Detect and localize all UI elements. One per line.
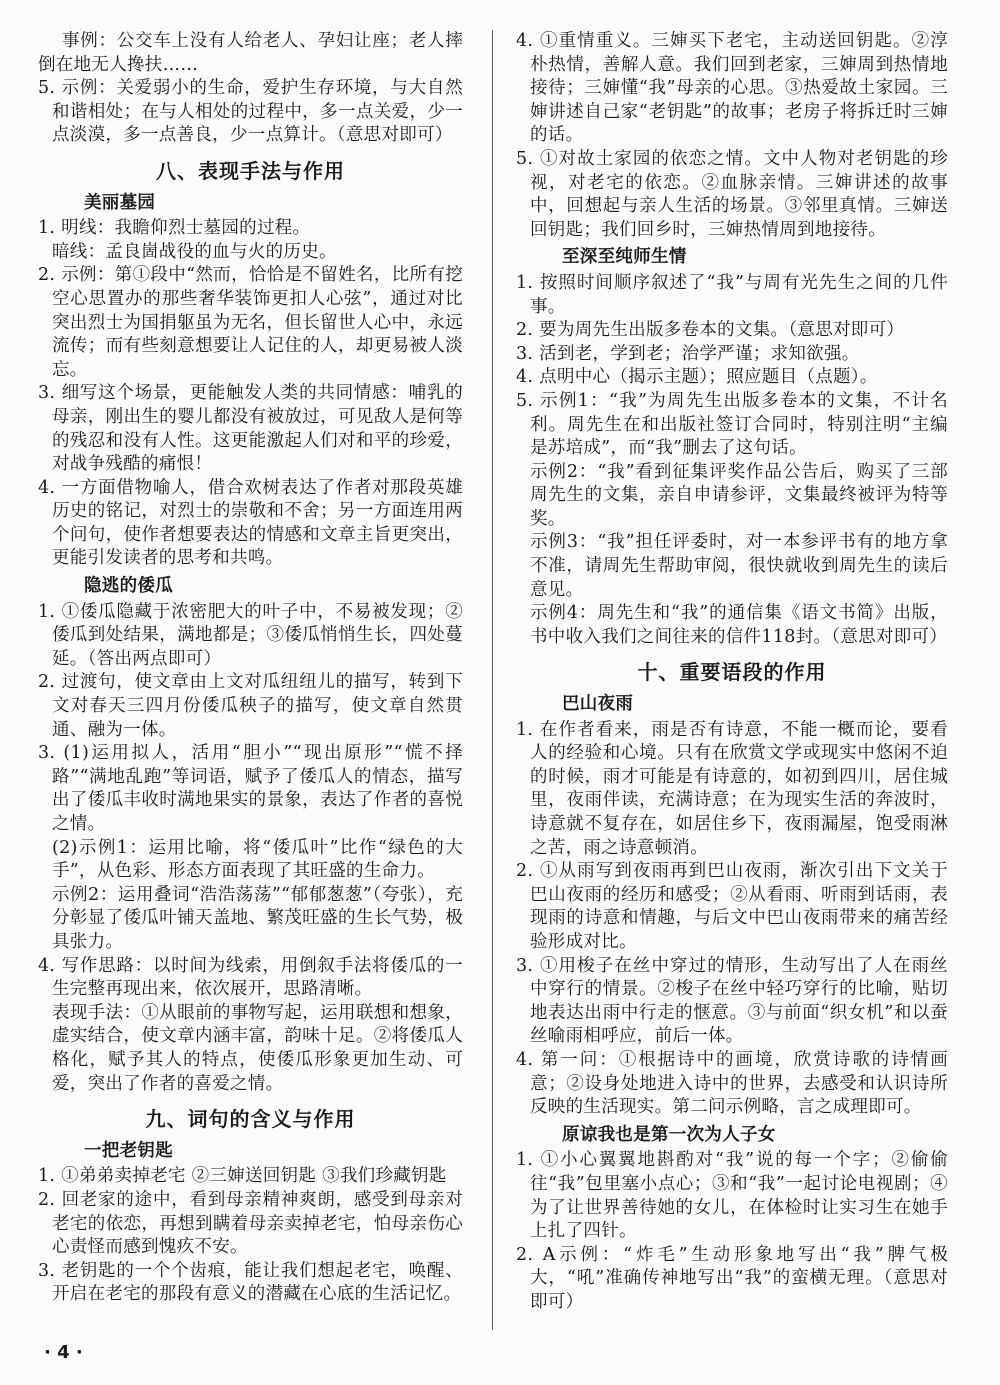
answer-item: 3. (1)运用拟人，活用“胆小”“现出原形”“慌不择路”“满地乱跑”等词语，赋予了倭瓜人的情态，描写出了倭瓜丰收时满地果实的景象，表达了作者的喜悦之情。 bbox=[38, 743, 463, 834]
intro-item-5: 5. 示例：关爱弱小的生命，爱护生存环境，与大自然和谐相处；在与人相处的过程中，多一点关爱，少一点淡漠，多一点善良，少一点算计。（意思对即可） bbox=[38, 78, 463, 146]
answer-item: 2. ①从雨写到夜雨再到巴山夜雨，渐次引出下文关于巴山夜雨的经历和感受；②从看雨、听雨到话雨，表现雨的诗意和情趣，与后文中巴山夜雨带来的痛苦经验形成对比。 bbox=[516, 861, 948, 952]
section-8-title: 八、表现手法与作用 bbox=[156, 158, 345, 183]
answer-item: 1. ①弟弟卖掉老宅 ②三婶送回钥匙 ③我们珍藏钥匙 bbox=[38, 1166, 447, 1187]
answer-item: 1. 按照时间顺序叙述了“我”与周有光先生之间的几件事。 bbox=[516, 272, 948, 317]
answer-item: 示例2：运用叠词“浩浩荡荡”“郁郁葱葱”（夸张），充分彰显了倭瓜叶铺天盖地、繁茂旺盛的生长气势，极具张力。 bbox=[52, 884, 463, 952]
answer-item: 4. 点明中心（揭示主题）；照应题目（点题）。 bbox=[516, 367, 878, 388]
answer-item: 2. 过渡句，使文章由上文对瓜纽纽儿的描写，转到下文对春天三四月份倭瓜秧子的描写，使文章自然贯通、融为一体。 bbox=[38, 672, 463, 740]
answer-item: 1. 在作者看来，雨是否有诗意，不能一概而论，要看人的经验和心境。只有在欣赏文学或现实中悠闲不迫的时候，雨才可能是有诗意的，如初到四川，居住城里，夜雨伴读，充满诗意；在为现实生活的奔波时，诗意就不复存在，如居住乡下，夜雨漏屋，饱受雨淋之苦，雨之诗意顿消。 bbox=[516, 719, 948, 858]
article-title-yuanliang-wo: 原谅我也是第一次为人子女 bbox=[562, 1124, 776, 1145]
answer-item: 1. ①小心翼翼地斟酌对“我”说的每一个字；②偷偷往“我”包里塞小点心；③和“我”一起讨论电视剧；④为了让世界善待她的女儿，在体检时让实习生在她手上扎了四针。 bbox=[516, 1150, 948, 1242]
intro-example: 事例：公交车上没有人给老人、孕妇让座；老人摔倒在地无人搀扶…… bbox=[38, 31, 463, 75]
right-column bbox=[516, 30, 948, 1314]
answer-item: 1. 明线：我瞻仰烈士墓园的过程。 bbox=[38, 218, 311, 239]
article-title-bashan-yeyu: 巴山夜雨 bbox=[562, 694, 634, 715]
answer-item: 3. 细写这个场景，更能触发人类的共同情感：哺乳的母亲，刚出生的婴儿都没有被放过，可见敌人是何等的残忍和没有人性。这更能激起人们对和平的珍爱，对战争残酷的痛恨！ bbox=[38, 383, 463, 475]
answer-item: 3. ①用梭子在丝中穿过的情形，生动写出了人在雨丝中穿行的情景。②梭子在丝中轻巧穿行的比喻，贴切地表达出雨中行走的惬意。③与前面“织女机”和以蚕丝喻雨相呼应，前后一体。 bbox=[516, 955, 948, 1047]
article-title-yiba-lao-yaoshi: 一把老钥匙 bbox=[84, 1140, 173, 1161]
answer-item: 2. 回老家的途中，看到母亲精神爽朗，感受到母亲对老宅的依恋，再想到瞒着母亲卖掉老宅，怕母亲伤心心责怪而感到愧疚不安。 bbox=[38, 1189, 463, 1258]
answer-item: 示例4：周先生和“我”的通信集《语文书简》出版，书中收入我们之间往来的信件118封。（意思对即可） bbox=[530, 603, 948, 647]
left-column bbox=[38, 30, 463, 1307]
answer-item: 4. 一方面借物喻人，借合欢树表达了作者对那段英雄历史的铭记，对烈士的崇敬和不舍；另一方面连用两个问句，使作者想要表达的情感和文章主旨更突出，更能引发读者的思考和共鸣。 bbox=[38, 477, 463, 569]
answer-item: 示例3：“我”担任评委时，对一本参评书有的地方拿不准，请周先生帮助审阅，很快就收到周先生的读后意见。 bbox=[530, 532, 948, 600]
answer-item: 1. ①倭瓜隐藏于浓密肥大的叶子中，不易被发现；②倭瓜到处结果，满地都是；③倭瓜悄悄生长，四处蔓延。（答出两点即可） bbox=[38, 601, 463, 669]
answer-item: 5. ①对故土家园的依恋之情。文中人物对老钥匙的珍视，对老宅的依恋。②血脉亲情。三婶讲述的故事中，回想起与亲人生活的场景。③邻里真情。三婶送回钥匙；我们回乡时，三婶热情周到地接待。 bbox=[516, 148, 948, 240]
section-10-title: 十、重要语段的作用 bbox=[637, 660, 827, 685]
answer-item: 表现手法：①从眼前的事物写起，运用联想和想象，虚实结合，使文章内涵丰富，韵味十足。②将倭瓜人格化，赋予其人的特点，使倭瓜形象更加生动、可爱，突出了作者的喜爱之情。 bbox=[52, 1002, 463, 1094]
answer-item: (2)示例1：运用比喻，将“倭瓜叶”比作“绿色的大手”，从色彩、形态方面表现了其旺盛的生命力。 bbox=[52, 837, 463, 882]
answer-item: 4. ①重情重义。三婶买下老宅，主动送回钥匙。②淳朴热情，善解人意。我们回到老家，三婶周到热情地接待；三婶懂“我”母亲的心思。③热爱故土家园。三婶讲述自己家“老钥匙”的故事；老房子将拆迁时三婶的话。 bbox=[516, 31, 948, 146]
answer-item: 2. 示例：第①段中“然而，恰恰是不留姓名，比所有挖空心思置办的那些奢华装饰更扣人心弦”，通过对比突出烈士为国捐躯虽为无名，但长留世人心中，永远流传；而有些刻意想要让人记住的人，却更易被人淡忘。 bbox=[38, 265, 463, 380]
answer-item: 5. 示例1：“我”为周先生出版多卷本的文集，不计名利。周先生在和出版社签订合同时，特别注明“主编是苏培成”，而“我”删去了这句话。 bbox=[516, 390, 948, 459]
answer-item: 4. 第一问：①根据诗中的画境，欣赏诗歌的诗情画意；②设身处地进入诗中的世界，去感受和认识诗所反映的生活现实。第二问示例略，言之成理即可。 bbox=[516, 1049, 948, 1118]
answer-item: 2. 要为周先生出版多卷本的文集。（意思对即可） bbox=[516, 320, 905, 341]
page-number: · 4 · bbox=[44, 1342, 83, 1363]
answer-item: 3. 老钥匙的一个个齿痕，能让我们想起老宅，唤醒、开启在老宅的那段有意义的潜藏在心底的生活记忆。 bbox=[38, 1260, 463, 1305]
answer-item: 暗线：孟良崮战役的血与火的历史。 bbox=[52, 241, 337, 262]
article-title-yintao-de-wogua: 隐逃的倭瓜 bbox=[84, 576, 173, 597]
answer-item: 4. 写作思路：以时间为线索，用倒叙手法将倭瓜的一生完整再现出来，依次展开，思路清晰。 bbox=[38, 955, 463, 1000]
answer-item: 2. A示例：“炸毛”生动形象地写出“我”脾气极大，“吼”准确传神地写出“我”的蛮横无理。（意思对即可） bbox=[516, 1244, 948, 1312]
answer-item: 3. 活到老，学到老；治学严谨；求知欲强。 bbox=[516, 343, 860, 364]
article-title-meili-muyuan: 美丽墓园 bbox=[84, 192, 156, 213]
section-9-title: 九、词句的含义与作用 bbox=[145, 1107, 356, 1132]
answer-item: 示例2：“我”看到征集评奖作品公告后，购买了三部周先生的文集，亲自申请参评，文集最终被评为特等奖。 bbox=[530, 461, 948, 529]
article-title-zhishen-zhichun: 至深至纯师生情 bbox=[562, 247, 687, 268]
column-divider bbox=[492, 30, 493, 1330]
